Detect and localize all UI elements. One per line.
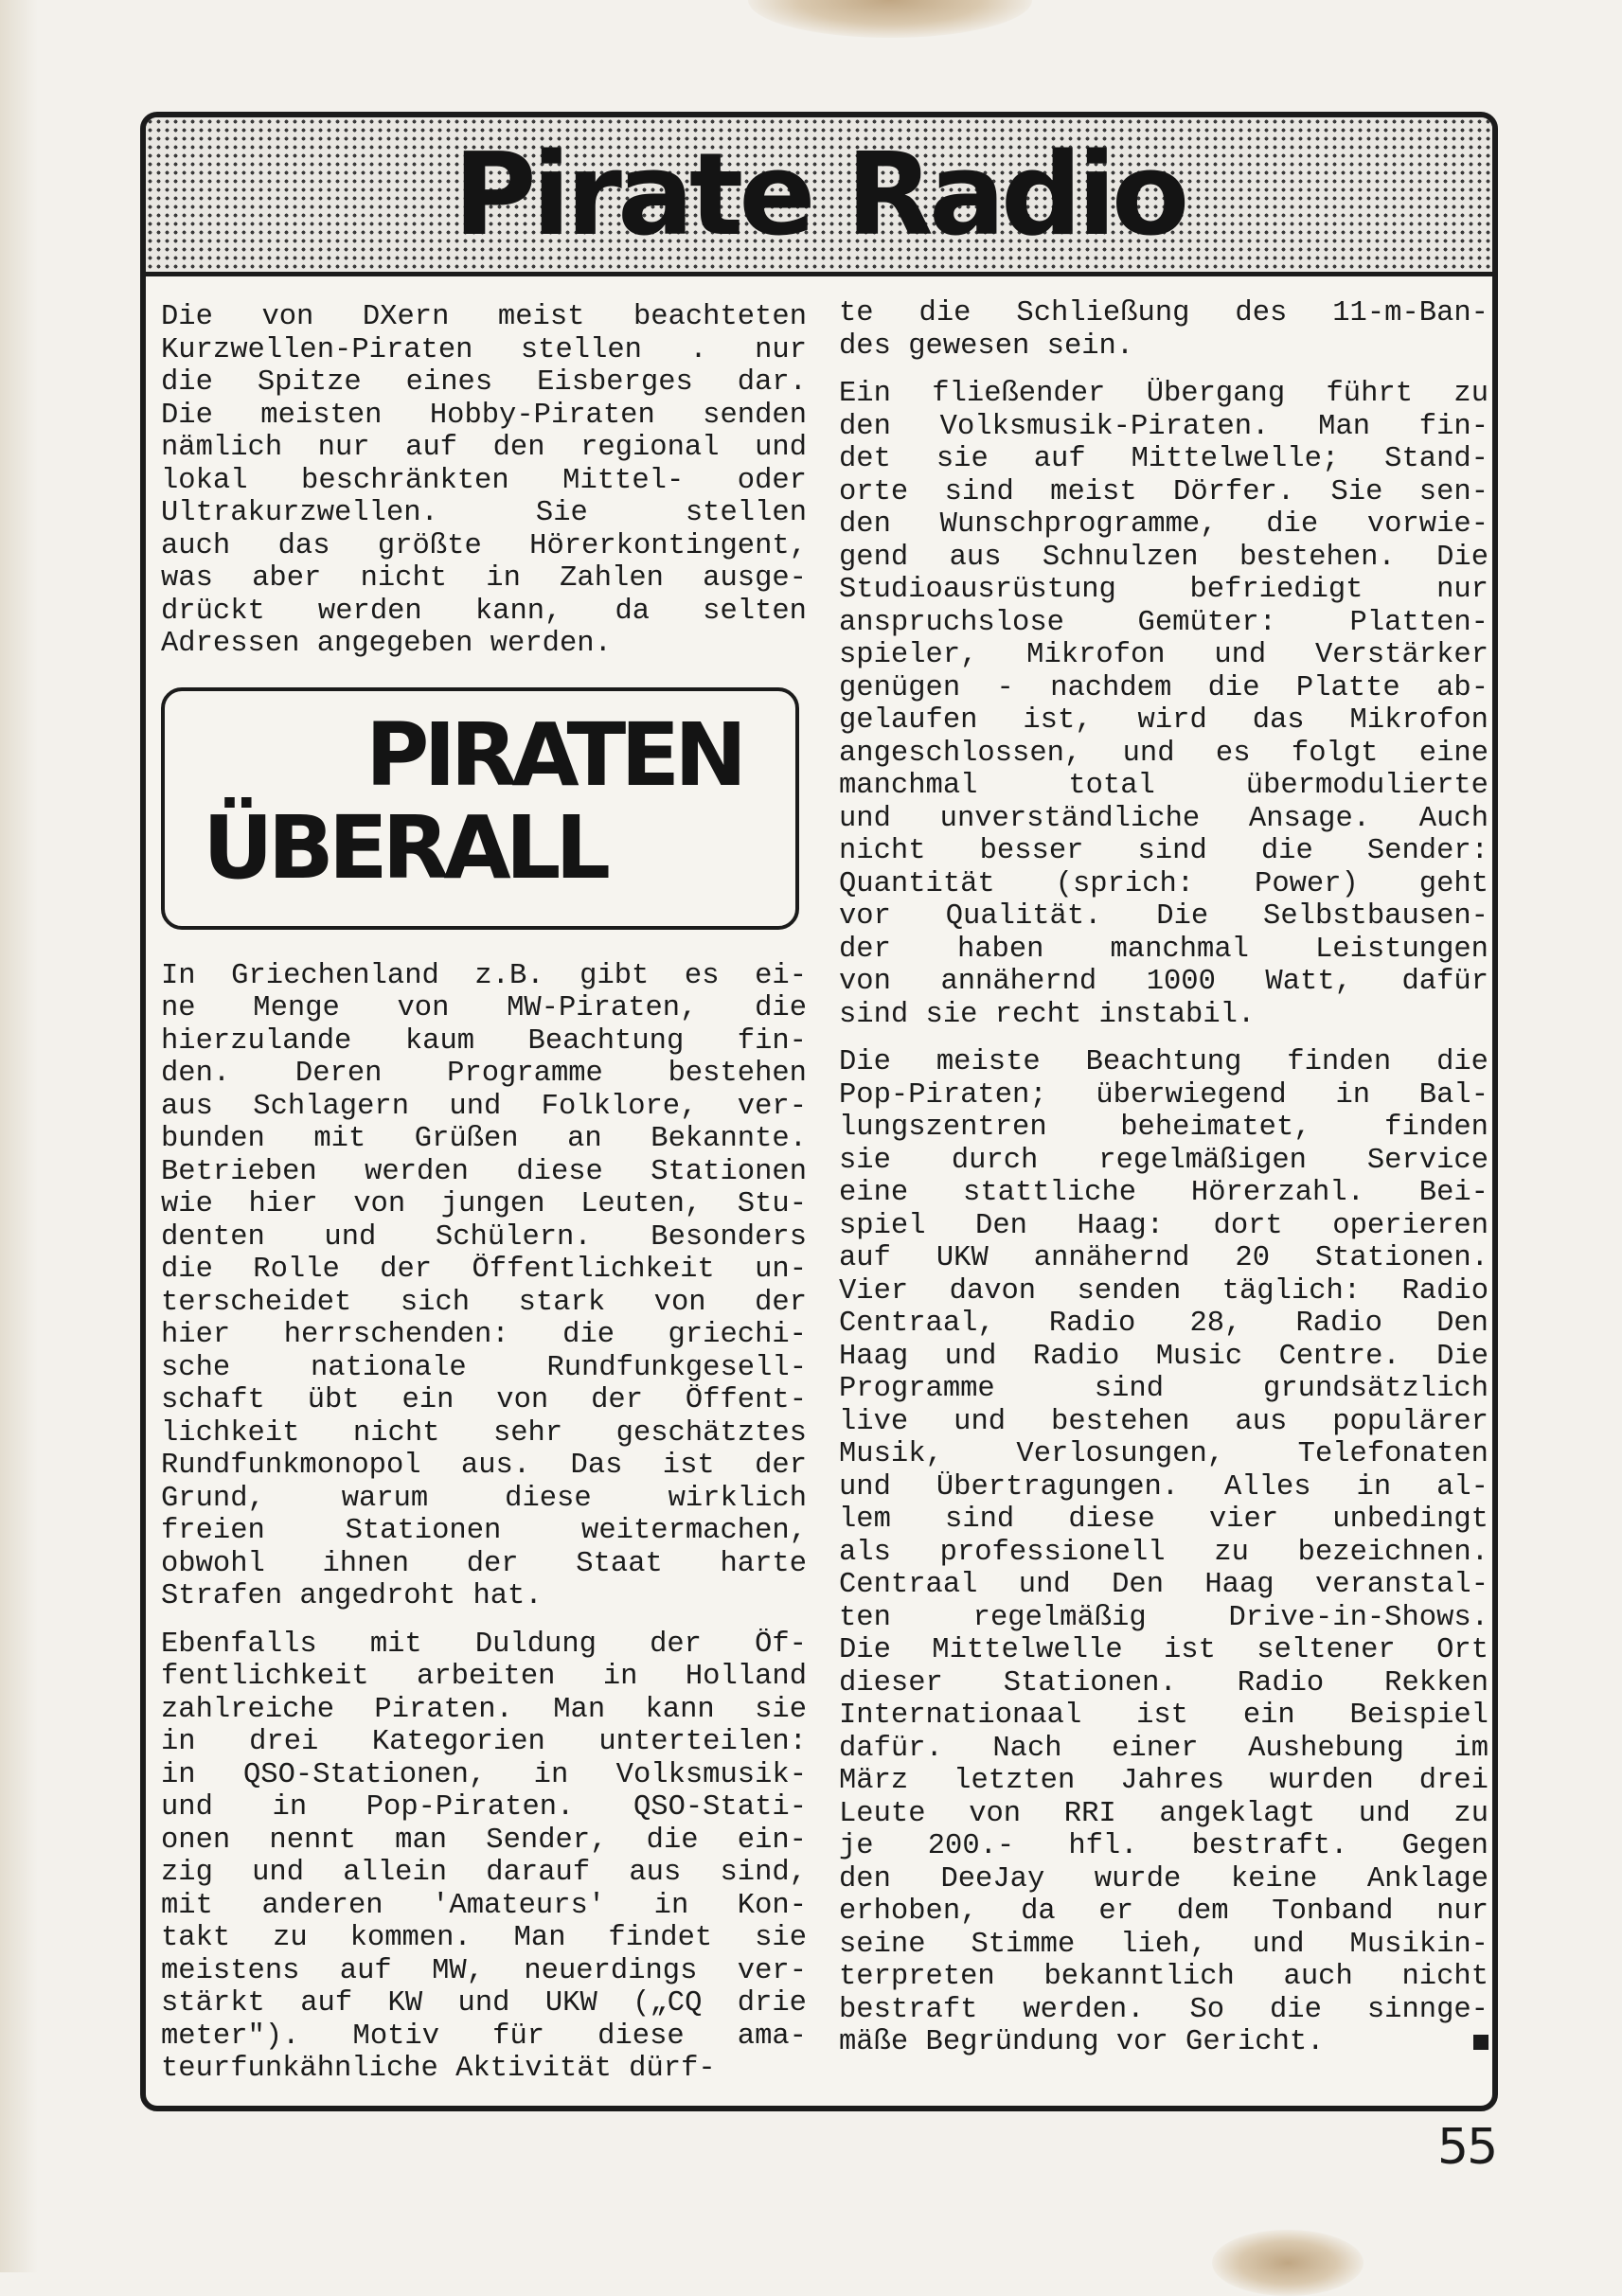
text-line: in drei Kategorien unterteilen: bbox=[161, 1726, 807, 1758]
text-line: gelaufen ist, wird das Mikrofon bbox=[839, 704, 1488, 737]
text-line: Haag und Radio Music Centre. Die bbox=[839, 1340, 1488, 1373]
text-line: angeschlossen, und es folgt eine bbox=[839, 737, 1488, 770]
text-line: terscheidet sich stark von der bbox=[161, 1286, 807, 1319]
text-line: des gewesen sein. bbox=[839, 329, 1134, 363]
text-line: fentlichkeit arbeiten in Holland bbox=[161, 1661, 807, 1693]
paper-stain-bottom bbox=[1212, 2230, 1364, 2296]
text-line: lichkeit nicht sehr geschätztes bbox=[161, 1416, 807, 1450]
text-line: drückt werden kann, da selten bbox=[161, 595, 807, 628]
text-line: Rundfunkmonopol aus. Das ist der bbox=[161, 1450, 807, 1482]
text-line: bestraft werden. So die sinnge- bbox=[839, 1993, 1488, 2026]
text-line: Vier davon senden täglich: Radio bbox=[839, 1274, 1488, 1308]
text-line: Quantität (sprich: Power) geht bbox=[839, 867, 1488, 900]
text-line: Kurzwellen-Piraten stellen . nur bbox=[161, 333, 807, 366]
text-line: sie durch regelmäßigen Service bbox=[839, 1144, 1488, 1177]
text-line: Grund, warum diese wirklich bbox=[161, 1482, 807, 1515]
text-line: Ultrakurzwellen. Sie stellen bbox=[161, 497, 807, 529]
inset-headline-line2: ÜBERALL bbox=[203, 796, 605, 899]
paragraph-gap bbox=[839, 363, 1488, 378]
text-line: anspruchslose Gemüter: Platten- bbox=[839, 606, 1488, 639]
text-line: auf UKW annähernd 20 Stationen. bbox=[839, 1242, 1488, 1274]
text-line: zahlreiche Piraten. Man kann sie bbox=[161, 1693, 807, 1726]
text-line: Strafen angedroht hat. bbox=[161, 1580, 543, 1612]
text-line: det sie auf Mittelwelle; Stand- bbox=[839, 443, 1488, 475]
text-line: Ein fließender Übergang führt zu bbox=[839, 378, 1488, 410]
text-line: den Volksmusik-Piraten. Man fin- bbox=[839, 410, 1488, 443]
text-line: Ebenfalls mit Duldung der Öf- bbox=[161, 1628, 807, 1661]
text-line: Betrieben werden diese Stationen bbox=[161, 1155, 807, 1188]
text-line: die Rolle der Öffentlichkeit un- bbox=[161, 1254, 807, 1286]
text-line: terpreten bekanntlich auch nicht bbox=[839, 1961, 1488, 1993]
text-line: teurfunkähnliche Aktivität dürf- bbox=[161, 2053, 716, 2085]
text-line: Internationaal ist ein Beispiel bbox=[839, 1700, 1488, 1732]
text-line: mit anderen 'Amateurs' in Kon- bbox=[161, 1889, 807, 1922]
text-line: lokal beschränkten Mittel- oder bbox=[161, 464, 807, 497]
text-line: ten regelmäßig Drive-in-Shows. bbox=[839, 1601, 1488, 1634]
text-line: manchmal total übermodulierte bbox=[839, 770, 1488, 802]
text-line: Die meisten Hobby-Piraten senden bbox=[161, 399, 807, 432]
text-line: denten und Schülern. Besonders bbox=[161, 1220, 807, 1254]
text-line: wie hier von jungen Leuten, Stu- bbox=[161, 1188, 807, 1220]
end-of-article-mark bbox=[1473, 2035, 1488, 2050]
text-line: onen nennt man Sender, die ein- bbox=[161, 1824, 807, 1857]
text-line: was aber nicht in Zahlen ausge- bbox=[161, 562, 807, 595]
header-band bbox=[146, 117, 1492, 276]
text-line: Die Mittelwelle ist seltener Ort bbox=[839, 1634, 1488, 1666]
text-line: Adressen angegeben werden. bbox=[161, 628, 612, 660]
paragraph-gap bbox=[161, 1613, 807, 1629]
text-line: erhoben, da er dem Tonband nur bbox=[839, 1896, 1488, 1928]
text-line: und Übertragungen. Alles in al- bbox=[839, 1470, 1488, 1504]
text-line: ne Menge von MW-Piraten, die bbox=[161, 992, 807, 1024]
text-line: Centraal und Den Haag veranstal- bbox=[839, 1569, 1488, 1601]
text-line: dieser Stationen. Radio Rekken bbox=[839, 1666, 1488, 1700]
text-line: den. Deren Programme bestehen bbox=[161, 1058, 807, 1090]
inset-headline-line1: PIRATEN bbox=[365, 703, 742, 806]
text-line: dafür. Nach einer Aushebung im bbox=[839, 1732, 1488, 1765]
text-line: live und bestehen aus populärer bbox=[839, 1405, 1488, 1438]
text-line: genügen - nachdem die Platte ab- bbox=[839, 671, 1488, 704]
text-line: hier herrschenden: die griechi- bbox=[161, 1319, 807, 1351]
text-line: Studioausrüstung befriedigt nur bbox=[839, 574, 1488, 606]
text-line: und in Pop-Piraten. QSO-Stati- bbox=[161, 1791, 807, 1824]
text-line: hierzulande kaum Beachtung fin- bbox=[161, 1024, 807, 1058]
text-line: und unverständliche Ansage. Auch bbox=[839, 802, 1488, 835]
text-line: In Griechenland z.B. gibt es ei- bbox=[161, 959, 807, 992]
inset-headline-box bbox=[161, 687, 799, 930]
text-line: als professionell zu bezeichnen. bbox=[839, 1536, 1488, 1569]
paper-stain-top bbox=[748, 0, 1032, 38]
text-line: Centraal, Radio 28, Radio Den bbox=[839, 1308, 1488, 1340]
text-line: stärkt auf KW und UKW („CQ drie bbox=[161, 1987, 807, 2020]
text-line: lungszentren beheimatet, finden bbox=[839, 1112, 1488, 1144]
text-line: zig und allein darauf aus sind, bbox=[161, 1857, 807, 1889]
text-line: freien Stationen weitermachen, bbox=[161, 1515, 807, 1547]
right-column bbox=[839, 297, 1488, 2059]
text-line: seine Stimme lieh, und Musikin- bbox=[839, 1928, 1488, 1961]
text-line: obwohl ihnen der Staat harte bbox=[161, 1547, 807, 1580]
text-line: mäße Begründung vor Gericht. bbox=[839, 2026, 1488, 2059]
text-line: meistens auf MW, neuerdings ver- bbox=[161, 1954, 807, 1987]
left-column bbox=[161, 301, 807, 2086]
text-line: je 200.- hfl. bestraft. Gegen bbox=[839, 1830, 1488, 1862]
text-line: Leute von RRI angeklagt und zu bbox=[839, 1797, 1488, 1830]
text-line: nicht besser sind die Sender: bbox=[839, 835, 1488, 867]
text-line: Musik, Verlosungen, Telefonaten bbox=[839, 1438, 1488, 1470]
article-box bbox=[140, 112, 1498, 2111]
book-spine-shadow bbox=[0, 0, 38, 2272]
text-line: takt zu kommen. Man findet sie bbox=[161, 1922, 807, 1954]
text-line: Die meiste Beachtung finden die bbox=[839, 1046, 1488, 1078]
text-line: sind sie recht instabil. bbox=[839, 998, 1256, 1031]
text-line: auch das größte Hörerkontingent, bbox=[161, 529, 807, 562]
text-line: März letzten Jahres wurden drei bbox=[839, 1765, 1488, 1797]
text-line: Pop-Piraten; überwiegend in Bal- bbox=[839, 1078, 1488, 1112]
text-line: die Spitze eines Eisberges dar. bbox=[161, 366, 807, 399]
page-number: 55 bbox=[1437, 2119, 1497, 2176]
text-line: vor Qualität. Die Selbstbausen- bbox=[839, 900, 1488, 933]
text-line: schaft übt ein von der Öffent- bbox=[161, 1384, 807, 1416]
text-line: sche nationale Rundfunkgesell- bbox=[161, 1351, 807, 1384]
text-line: gend aus Schnulzen bestehen. Die bbox=[839, 541, 1488, 574]
text-line: Programme sind grundsätzlich bbox=[839, 1373, 1488, 1405]
paragraph-gap bbox=[839, 1031, 1488, 1046]
text-line: lem sind diese vier unbedingt bbox=[839, 1504, 1488, 1536]
text-line: aus Schlagern und Folklore, ver- bbox=[161, 1090, 807, 1123]
text-line: eine stattliche Hörerzahl. Bei- bbox=[839, 1177, 1488, 1209]
text-line: orte sind meist Dörfer. Sie sen- bbox=[839, 475, 1488, 508]
text-line: spiel Den Haag: dort operieren bbox=[839, 1209, 1488, 1242]
text-line: den Wunschprogramme, die vorwie- bbox=[839, 508, 1488, 541]
text-line: der haben manchmal Leistungen bbox=[839, 933, 1488, 966]
text-line: spieler, Mikrofon und Verstärker bbox=[839, 639, 1488, 671]
text-line: von annähernd 1000 Watt, dafür bbox=[839, 966, 1488, 998]
text-line: meter"). Motiv für diese ama- bbox=[161, 2020, 807, 2053]
text-line: Die von DXern meist beachteten bbox=[161, 301, 807, 333]
text-line: den DeeJay wurde keine Anklage bbox=[839, 1862, 1488, 1896]
article-title: Pirate Radio bbox=[453, 130, 1185, 261]
text-line: nämlich nur auf den regional und bbox=[161, 432, 807, 464]
text-line: te die Schließung des 11-m-Ban- bbox=[839, 297, 1488, 329]
text-line: bunden mit Grüßen an Bekannte. bbox=[161, 1123, 807, 1155]
text-line: in QSO-Stationen, in Volksmusik- bbox=[161, 1758, 807, 1791]
